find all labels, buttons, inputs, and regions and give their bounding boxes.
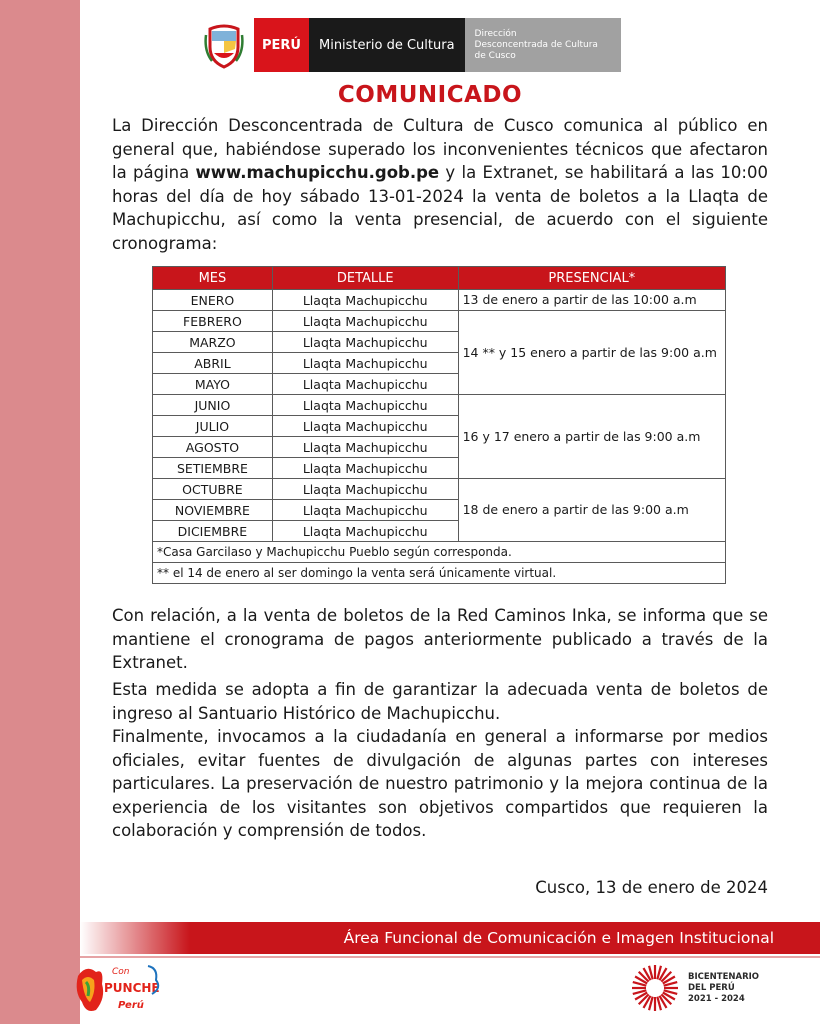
direction-line: de Cusco [474, 50, 516, 61]
table-row [153, 290, 726, 311]
bicentenario-text [688, 972, 759, 1005]
left-accent-bar [0, 0, 80, 1024]
ministry-label: Ministerio de Cultura [309, 18, 465, 72]
table-note: *Casa Garcilaso y Machupicchu Pueblo según corresponda. [153, 542, 726, 563]
body-paragraph: Esta medida se adopta a fin de garantizar la adecuada venta de boletos de ingreso al Santuario Histórico de Machupicchu. [112, 680, 768, 723]
presencial-cell: 16 y 17 enero a partir de las 9:00 a.m [458, 395, 725, 479]
month-cell: NOVIEMBRE [153, 500, 273, 521]
month-cell: AGOSTO [153, 437, 273, 458]
detail-cell: Llaqta Machupicchu [272, 290, 458, 311]
detail-cell: Llaqta Machupicchu [272, 332, 458, 353]
detail-cell: Llaqta Machupicchu [272, 311, 458, 332]
body-paragraph: Finalmente, invocamos a la ciudadanía en general a informarse por medios oficiales, evitar fuentes de divulgación de algunas partes con intereses particulares. La preservación de nuestro patrimonio y la mejora continua de la experiencia de los visitantes son objetivos compartidos que requieren la colaboración y comprensión de todos. [112, 727, 768, 840]
detail-cell: Llaqta Machupicchu [272, 500, 458, 521]
detail-cell: Llaqta Machupicchu [272, 437, 458, 458]
con-punche-peru-logo [72, 958, 168, 1020]
page-title: COMUNICADO [337, 82, 523, 108]
month-cell: DICIEMBRE [153, 521, 273, 542]
month-cell: ENERO [153, 290, 273, 311]
month-cell: JUNIO [153, 395, 273, 416]
bicentenario-line: 2021 - 2024 [688, 993, 745, 1004]
institutional-header [200, 18, 621, 72]
table-row [153, 311, 726, 332]
table-header-row [153, 267, 726, 290]
website-link[interactable]: www.machupicchu.gob.pe [195, 163, 440, 182]
column-header-mes: MES [153, 267, 273, 290]
presencial-cell: 14 ** y 15 enero a partir de las 9:00 a.m [458, 311, 725, 395]
intro-text-before-url: La Dirección Desconcentrada de Cultura de Cusco comunica al público en general que, habiéndose superado los inconvenientes técnicos que afectaron la página [112, 116, 768, 182]
bicentenario-sun-icon [630, 963, 680, 1013]
footer-divider [80, 956, 820, 958]
table-note-row [153, 563, 726, 584]
detail-cell: Llaqta Machupicchu [272, 395, 458, 416]
logo-word: Con [112, 967, 130, 977]
column-header-detalle: DETALLE [272, 267, 458, 290]
detail-cell: Llaqta Machupicchu [272, 416, 458, 437]
direction-label [465, 18, 621, 72]
month-cell: MAYO [153, 374, 273, 395]
detail-cell: Llaqta Machupicchu [272, 479, 458, 500]
month-cell: OCTUBRE [153, 479, 273, 500]
bicentenario-line: DEL PERÚ [688, 982, 735, 993]
table-note: ** el 14 de enero al ser domingo la venta será únicamente virtual. [153, 563, 726, 584]
month-cell: ABRIL [153, 353, 273, 374]
footer-area-label: Área Funcional de Comunicación e Imagen Institucional [343, 929, 774, 947]
table-row [153, 395, 726, 416]
intro-paragraph [112, 114, 768, 255]
logo-word: PUNCHE [104, 981, 160, 995]
direction-line: Dirección [474, 28, 517, 39]
detail-cell: Llaqta Machupicchu [272, 353, 458, 374]
footer-banner [80, 922, 820, 954]
presencial-cell: 13 de enero a partir de las 10:00 a.m [458, 290, 725, 311]
schedule-table [152, 266, 726, 584]
signoff-date: Cusco, 13 de enero de 2024 [535, 878, 768, 897]
coat-of-arms-icon [200, 18, 248, 72]
detail-cell: Llaqta Machupicchu [272, 374, 458, 395]
logo-word: Perú [118, 1000, 144, 1011]
detail-cell: Llaqta Machupicchu [272, 458, 458, 479]
month-cell: FEBRERO [153, 311, 273, 332]
month-cell: SETIEMBRE [153, 458, 273, 479]
table-row [153, 479, 726, 500]
detail-cell: Llaqta Machupicchu [272, 521, 458, 542]
intro-text-after-url: y la Extranet, se habilitará a las 10:00 horas del día de hoy sábado 13-01-2024 la venta de boletos a la Llaqta de Machupicchu, así como la venta presencial, de acuerdo con el siguiente cronograma: [112, 163, 768, 253]
peru-label: PERÚ [254, 18, 309, 72]
month-cell: JULIO [153, 416, 273, 437]
bicentenario-logo [630, 960, 790, 1016]
table-note-row [153, 542, 726, 563]
column-header-presencial: PRESENCIAL* [458, 267, 725, 290]
body-paragraph: Con relación, a la venta de boletos de la Red Caminos Inka, se informa que se mantiene el cronograma de pagos anteriormente publicado a través de la Extranet. [112, 606, 768, 672]
direction-line: Desconcentrada de Cultura [474, 39, 598, 50]
month-cell: MARZO [153, 332, 273, 353]
presencial-cell: 18 de enero a partir de las 9:00 a.m [458, 479, 725, 542]
bicentenario-line: BICENTENARIO [688, 971, 760, 982]
